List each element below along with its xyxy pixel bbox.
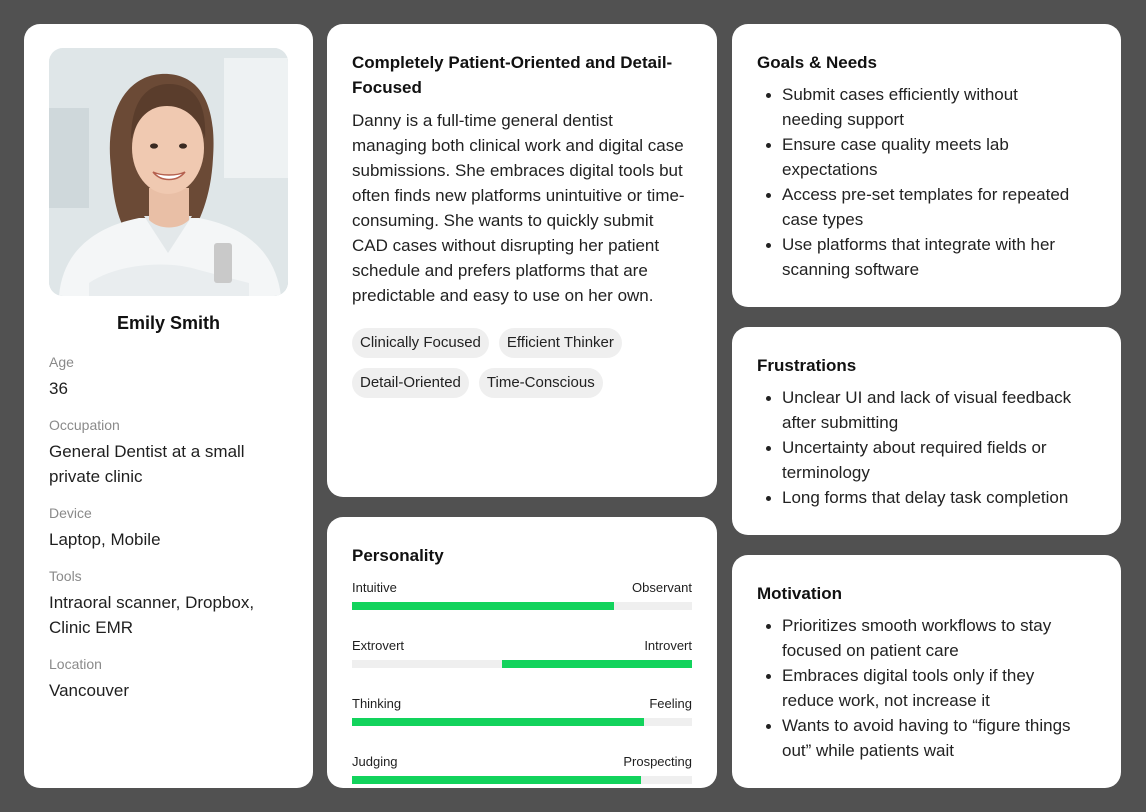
field-value: Laptop, Mobile: [49, 530, 161, 549]
field-label: Location: [49, 656, 102, 672]
goals-title: Goals & Needs: [757, 53, 877, 72]
frustrations-title: Frustrations: [757, 356, 857, 375]
trait-thinking-feeling: [352, 696, 692, 726]
trait-extrovert-introvert: [352, 638, 692, 668]
tag-clinically-focused: Clinically Focused: [352, 328, 489, 358]
personality-title: Personality: [352, 546, 444, 565]
trait-left-label: Extrovert: [352, 638, 405, 653]
trait-right-label: Observant: [632, 580, 692, 595]
personality-card: [327, 517, 717, 788]
trait-right-label: Feeling: [649, 696, 692, 711]
trait-left-label: Intuitive: [352, 580, 397, 595]
field-value: Vancouver: [49, 681, 130, 700]
profile-photo: [49, 48, 288, 296]
trait-bar-fill: [352, 718, 644, 726]
tag-detail-oriented: Detail-Oriented: [352, 368, 469, 398]
field-location: [49, 656, 288, 703]
persona-name: Emily Smith: [116, 313, 221, 333]
trait-left-label: Judging: [352, 754, 398, 769]
list-item: Ensure case quality meets lab expectations: [757, 132, 1057, 182]
goals-card: [732, 24, 1121, 307]
goals-list: [757, 82, 1096, 282]
motivation-title: Motivation: [757, 584, 842, 603]
field-label: Tools: [49, 568, 82, 584]
field-value: General Dentist at a small private clinic: [49, 442, 245, 486]
tag-time-conscious: Time-Conscious: [479, 368, 603, 398]
list-item: Unclear UI and lack of visual feedback after submitting: [757, 385, 1096, 435]
list-item: Embraces digital tools only if they reduce work, not increase it: [757, 663, 1057, 713]
list-item: Use platforms that integrate with her scanning software: [757, 232, 1087, 282]
field-age: [49, 354, 288, 401]
list-item: Uncertainty about required fields or terminology: [757, 435, 1077, 485]
bio-card: [327, 24, 717, 497]
tag-efficient-thinker: Efficient Thinker: [499, 328, 622, 358]
field-label: Occupation: [49, 417, 120, 433]
list-item: Long forms that delay task completion: [757, 485, 1096, 510]
trait-left-label: Thinking: [352, 696, 402, 711]
trait-bar: [352, 776, 692, 784]
trait-judging-prospecting: [352, 754, 692, 784]
motivation-list: [757, 613, 1096, 763]
trait-right-label: Prospecting: [623, 754, 692, 769]
person-portrait-icon: [49, 48, 288, 296]
trait-intuitive-observant: [352, 580, 692, 610]
trait-bar: [352, 718, 692, 726]
trait-bar-fill: [352, 776, 641, 784]
frustrations-card: [732, 327, 1121, 535]
field-label: Device: [49, 505, 92, 521]
field-value: 36: [49, 379, 68, 398]
profile-card: [24, 24, 313, 788]
trait-bar-fill: [352, 602, 614, 610]
list-item: Prioritizes smooth workflows to stay focused on patient care: [757, 613, 1077, 663]
bio-title: Completely Patient-Oriented and Detail-Focused: [352, 53, 673, 97]
frustrations-list: [757, 385, 1096, 510]
field-tools: [49, 568, 288, 640]
motivation-card: [732, 555, 1121, 788]
field-label: Age: [49, 354, 74, 370]
trait-bar: [352, 660, 692, 668]
trait-right-label: Introvert: [644, 638, 692, 653]
trait-bar-fill: [502, 660, 692, 668]
bio-text: Danny is a full-time general dentist managing both clinical work and digital case submissions. She embraces digital tools but often finds new platforms unintuitive or time-consuming. She wants to quickly submit CAD cases without disrupting her patient schedule and prefers platforms that are predictable and easy to use on her own.: [352, 111, 685, 305]
trait-bar: [352, 602, 692, 610]
field-value: Intraoral scanner, Dropbox, Clinic EMR: [49, 593, 255, 637]
field-occupation: [49, 417, 288, 489]
trait-tags: [352, 328, 682, 398]
field-device: [49, 505, 288, 552]
list-item: Access pre-set templates for repeated case types: [757, 182, 1096, 232]
list-item: Wants to avoid having to “figure things out” while patients wait: [757, 713, 1096, 763]
list-item: Submit cases efficiently without needing support: [757, 82, 1057, 132]
